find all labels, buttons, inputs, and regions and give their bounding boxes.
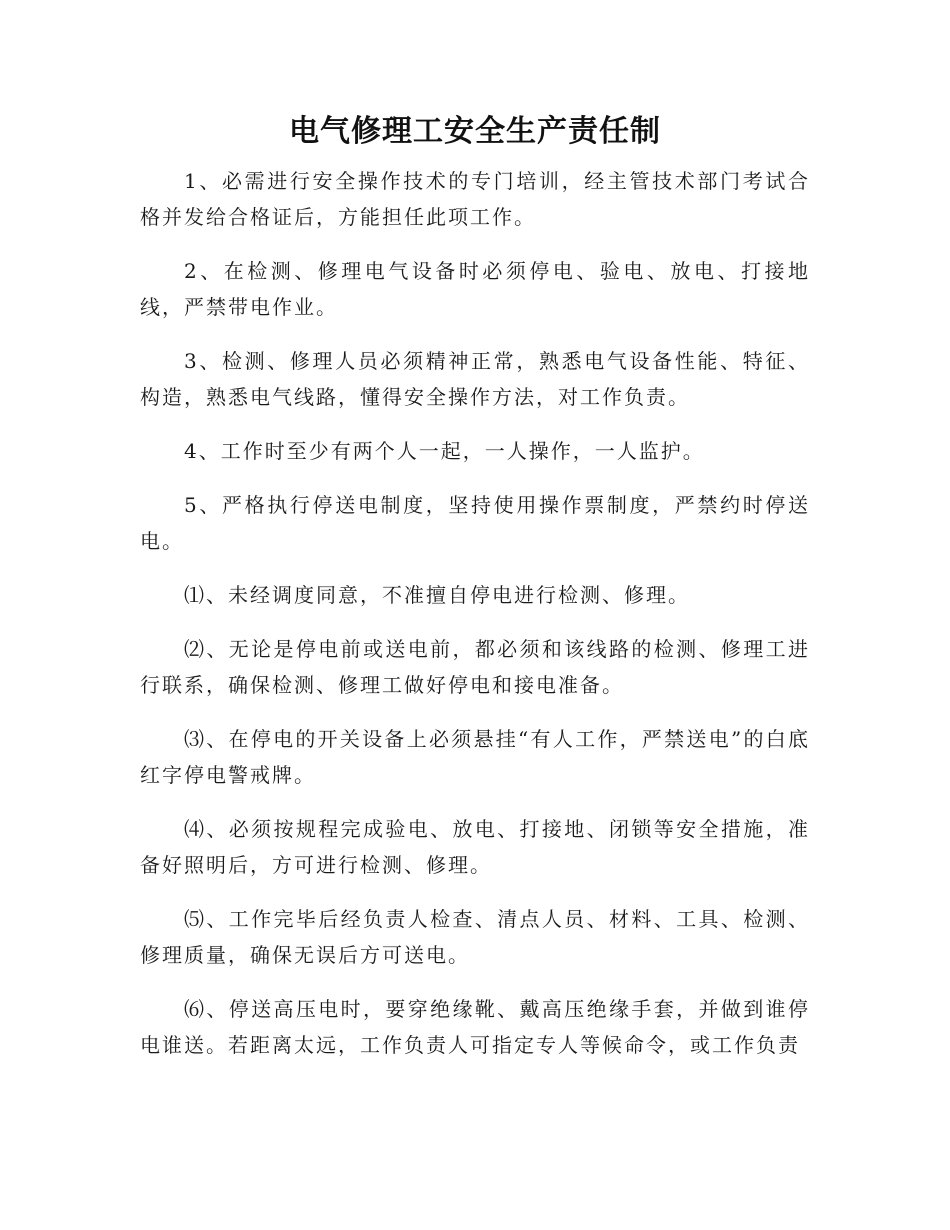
paragraph-1: 1、必需进行安全操作技术的专门培训，经主管技术部门考试合格并发给合格证后，方能担任此项工作。	[140, 169, 810, 229]
paragraph-2: 2、在检测、修理电气设备时必须停电、验电、放电、打接地线，严禁带电作业。	[140, 259, 810, 319]
paragraph-5-1: ⑴、未经调度同意，不准擅自停电进行检测、修理。	[184, 583, 690, 607]
paragraph-5-6: ⑹、停送高压电时，要穿绝缘靴、戴高压绝缘手套，并做到谁停电谁送。若距离太远，工作负责人可指定专人等候命令，或工作负责	[140, 997, 810, 1057]
document-title: 电气修理工安全生产责任制	[289, 114, 661, 149]
document-body	[140, 163, 810, 1081]
paragraph-4: 4、工作时至少有两个人一起，一人操作，一人监护。	[184, 439, 705, 463]
paragraph-3: 3、检测、修理人员必须精神正常，熟悉电气设备性能、特征、构造，熟悉电气线路，懂得安全操作方法，对工作负责。	[140, 349, 810, 409]
paragraph-5: 5、严格执行停送电制度，坚持使用操作票制度，严禁约时停送电。	[140, 493, 810, 553]
paragraph-5-5: ⑸、工作完毕后经负责人检查、清点人员、材料、工具、检测、修理质量，确保无误后方可送电。	[140, 907, 810, 967]
paragraph-5-2: ⑵、无论是停电前或送电前，都必须和该线路的检测、修理工进行联系，确保检测、修理工做好停电和接电准备。	[140, 637, 810, 697]
paragraph-5-3: ⑶、在停电的开关设备上必须悬挂“有人工作，严禁送电”的白底红字停电警戒牌。	[140, 727, 810, 787]
paragraph-5-4: ⑷、必须按规程完成验电、放电、打接地、闭锁等安全措施，准备好照明后，方可进行检测、修理。	[140, 817, 810, 877]
